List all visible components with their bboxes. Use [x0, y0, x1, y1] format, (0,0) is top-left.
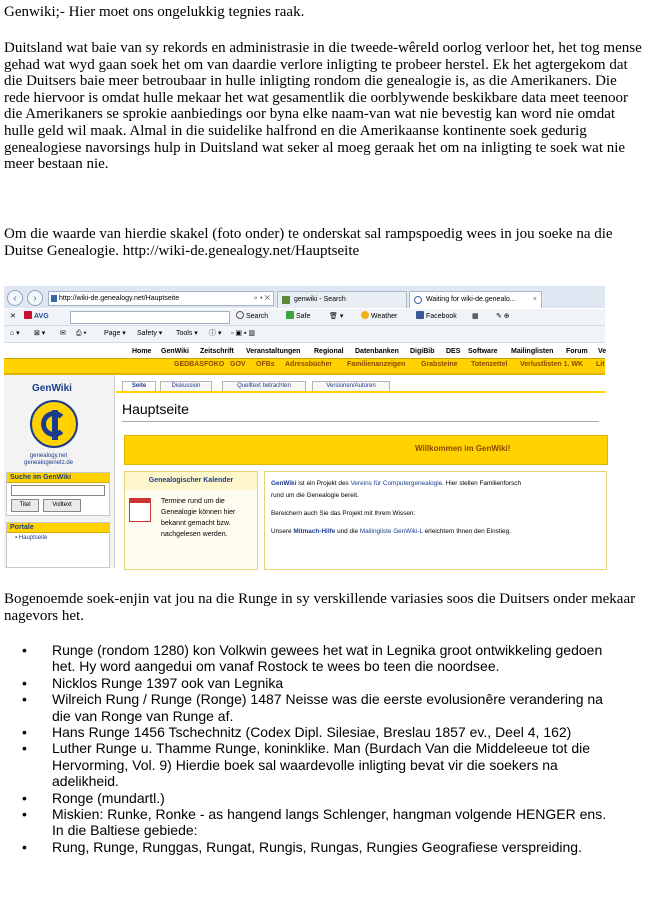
safety-menu: Safety ▾: [137, 330, 163, 337]
avg-logo: AVG: [24, 309, 49, 325]
menu-item: Grabsteine: [421, 361, 458, 368]
menu-item: Adressbücher: [285, 361, 333, 368]
trash-icon: 🗑 ▾: [329, 313, 344, 320]
sidebar-title: GenWiki: [32, 383, 72, 394]
forward-icon: ›: [27, 290, 43, 306]
safe-button: Safe: [286, 309, 310, 325]
address-tools-icon: ⌕ ▾ ✕: [253, 295, 270, 302]
fulltext-button: Volltext: [43, 499, 81, 512]
genwiki-sidebar: [4, 375, 115, 568]
browser-tab-bar: [4, 286, 605, 308]
facebook-button: Facebook: [416, 309, 457, 325]
tab-view-source: Quelltext betrachten: [222, 381, 306, 392]
sidebar-portals: [6, 522, 110, 568]
print-icon: ⎙ ▾: [76, 330, 87, 337]
list-item: • Miskien: Runke, Ronke - as hangend langs Schlenger, hangman volgende HENGER ens.: [22, 806, 622, 822]
address-text: http://wiki-de.genealogy.net/Hauptseite: [59, 295, 180, 302]
intro-line: Bereichern auch Sie das Projekt mit Ihrem Wissen:: [271, 510, 416, 517]
calendar-icon: [129, 498, 151, 522]
baltic-subheading: In die Baltiese gebiede:: [52, 822, 198, 839]
calendar-title: Genealogischer Kalender: [125, 472, 257, 490]
genwiki-content: [116, 375, 605, 568]
sidebar-urls: genealogy.net genealogienetz.de: [24, 453, 74, 466]
menu-item: DES: [446, 348, 461, 355]
menu-item: Zeitschrift: [200, 348, 234, 355]
menu-item: GOV: [230, 361, 246, 368]
search-button: Search: [236, 309, 268, 325]
list-item: • Wilreich Rung / Runge (Ronge) 1487 Neisse was die eerste evolusionêre verandering na die van Ronge van Runge af.: [22, 691, 622, 724]
menu-item: Ve: [598, 348, 607, 355]
edit-icon: ✎ ⊕: [496, 313, 510, 320]
weather-icon: [361, 311, 369, 319]
list-item: • Luther Runge u. Thamme Runge, koninklike. Man (Burdach Van die Middeleeue tot die Hervorming, Vol. 9) Hierdie boek sal waardevolle inligting bevat vir die soekers na adelikheid.: [22, 740, 622, 789]
calendar-icon: ▦: [472, 313, 479, 320]
toolbar-extras-icon: ▫ ▣ ▪ ▥: [231, 330, 256, 337]
search-heading: Suche im GenWiki: [7, 473, 109, 483]
runge-variants-list: [22, 642, 622, 855]
home-icon: ⌂ ▾: [10, 330, 20, 337]
feeds-icon: ⊠ ▾: [34, 330, 46, 337]
tab-favicon: [282, 296, 290, 304]
sidebar-search-input: [11, 485, 105, 496]
heading: Genwiki;- Hier moet ons ongelukkig tegnies raak.: [4, 4, 305, 20]
tab-discussion: Diskussion: [160, 381, 212, 392]
back-icon: ‹: [7, 290, 23, 306]
list-item: • Ronge (mundartl.): [22, 790, 622, 806]
help-icon: ⓘ ▾: [209, 330, 222, 337]
menu-item: OFBs: [256, 361, 275, 368]
menu-item: FOKO: [204, 361, 225, 368]
mail-icon: ✉: [60, 330, 66, 337]
menu-item: Totenzettel: [471, 361, 508, 368]
address-bar: [48, 291, 274, 306]
menu-item: Datenbanken: [355, 348, 399, 355]
calendar-text: Termine rund um die Genealogie können hier bekannt gemacht bzw. nachgelesen werden.: [161, 498, 236, 538]
title-button: Titel: [11, 499, 39, 512]
calendar-box: [124, 471, 258, 570]
sidebar-search-box: [6, 472, 110, 516]
genwiki-browser-screenshot: [4, 286, 605, 568]
portal-link: ▪ Hauptseite: [15, 535, 48, 541]
avg-icon: [24, 311, 32, 319]
menu-item: Veranstaltungen: [246, 348, 301, 355]
command-bar: [4, 326, 605, 343]
intro-line: Unsere Mitmach-Hilfe und die Mailingliste GenWiki-L erleichtern Ihnen den Einstieg.: [271, 528, 511, 535]
menu-item: DigiBib: [410, 348, 435, 355]
tab-versions: Versionen/Autoren: [312, 381, 390, 392]
tab-label: Waiting for wiki-de.genealo...: [426, 296, 516, 303]
page-menu: Page ▾: [104, 330, 126, 337]
menu-item: Mailinglisten: [511, 348, 554, 355]
menu-item: Forum: [566, 348, 588, 355]
intro-paragraph: Duitsland wat baie van sy rekords en administrasie in die tweede-wêreld oorlog verloor het, het tog mense gehad wat wyd gaan soek het om van daardie verlore inligting te probeer herstel. Ek het agtergekom dat die Duitsers baie meer betroubaar in hulle inligting rondom die genealogie is, as die Amerikaners. Die rede hiervoor is omdat hulle mekaar het wat gesamentlik die oorblywende beskikbare data meet teenoor die Amerikaners se sprokie aanbiedings oor byna elke naam-van wat nie bevestig kan word nie omdat hulle geld wil maak. Almal in die suidelike halfrond en die Amerikaanse kontinente soek gedurig genealogiese navorsings hulp in Duitsland wat seker al moeg geraak het om na inligting te soek wat nie meer bestaan nie.: [4, 40, 642, 173]
menu-item: GEDBAS: [174, 361, 204, 368]
close-icon: ✕: [10, 313, 16, 320]
tab-page: Seite: [122, 381, 156, 392]
menu-item: GenWiki: [161, 348, 189, 355]
genwiki-menu-yellow: [4, 359, 605, 375]
search-icon: [236, 311, 244, 319]
menu-item: Verlustlisten 1. WK: [520, 361, 584, 368]
facebook-icon: [416, 311, 424, 319]
page-title: Hauptseite: [122, 401, 189, 417]
after-paragraph: Bogenoemde soek-enjin vat jou na die Runge in sy verskillende variasies soos die Duitsers onder mekaar nagevors het.: [4, 591, 636, 624]
search-input: [70, 311, 230, 324]
intro-line: GenWiki ist ein Projekt des Vereins für Computergenealogie. Hier stellen Familienforsch: [271, 480, 522, 487]
close-icon: ×: [532, 296, 537, 303]
intro-line: rund um die Genealogie bereit.: [271, 492, 359, 499]
portals-heading: Portale: [7, 523, 109, 533]
genwiki-logo: [30, 400, 78, 448]
genwiki-menu-top: [4, 347, 605, 359]
weather-button: Weather: [361, 309, 397, 325]
tools-menu: Tools ▾: [176, 330, 198, 337]
list-item: • Runge (rondom 1280) kon Volkwin gewees het wat in Legnika groot ontwikkeling gedoen het. Hy word aangedui om vanaf Rostock te wees bo teen die noordsee.: [22, 642, 622, 675]
list-item: • Hans Runge 1456 Tschechnitz (Codex Dipl. Silesiae, Breslau 1857 ev., Deel 4, 162): [22, 724, 622, 740]
genwiki-intro-box: [264, 471, 607, 570]
menu-item: Lit: [596, 361, 605, 368]
tab-label: genwiki - Search: [294, 296, 346, 303]
browser-tab: [409, 291, 542, 308]
welcome-banner: Willkommen im GenWiki!: [124, 435, 608, 465]
menu-item: Home: [132, 348, 152, 355]
loading-icon: [414, 296, 422, 304]
link-paragraph: Om die waarde van hierdie skakel (foto onder) te onderskat sal rampspoedig wees in jou soeke na die Duitse Genealogie. http://wiki-de.genealogy.net/Hauptseite: [4, 226, 613, 259]
check-icon: [286, 311, 294, 319]
list-item: • Rung, Runge, Runggas, Rungat, Rungis, Rungas, Rungies Geografiese verspreiding.: [22, 839, 622, 855]
page-icon: [51, 295, 57, 302]
menu-item: Regional: [314, 348, 344, 355]
avg-toolbar: [4, 309, 605, 326]
browser-tab: [277, 291, 407, 308]
menu-item: Software: [468, 348, 498, 355]
list-item: • Nicklos Runge 1397 ook van Legnika: [22, 675, 622, 691]
menu-item: Familienanzeigen: [347, 361, 406, 368]
